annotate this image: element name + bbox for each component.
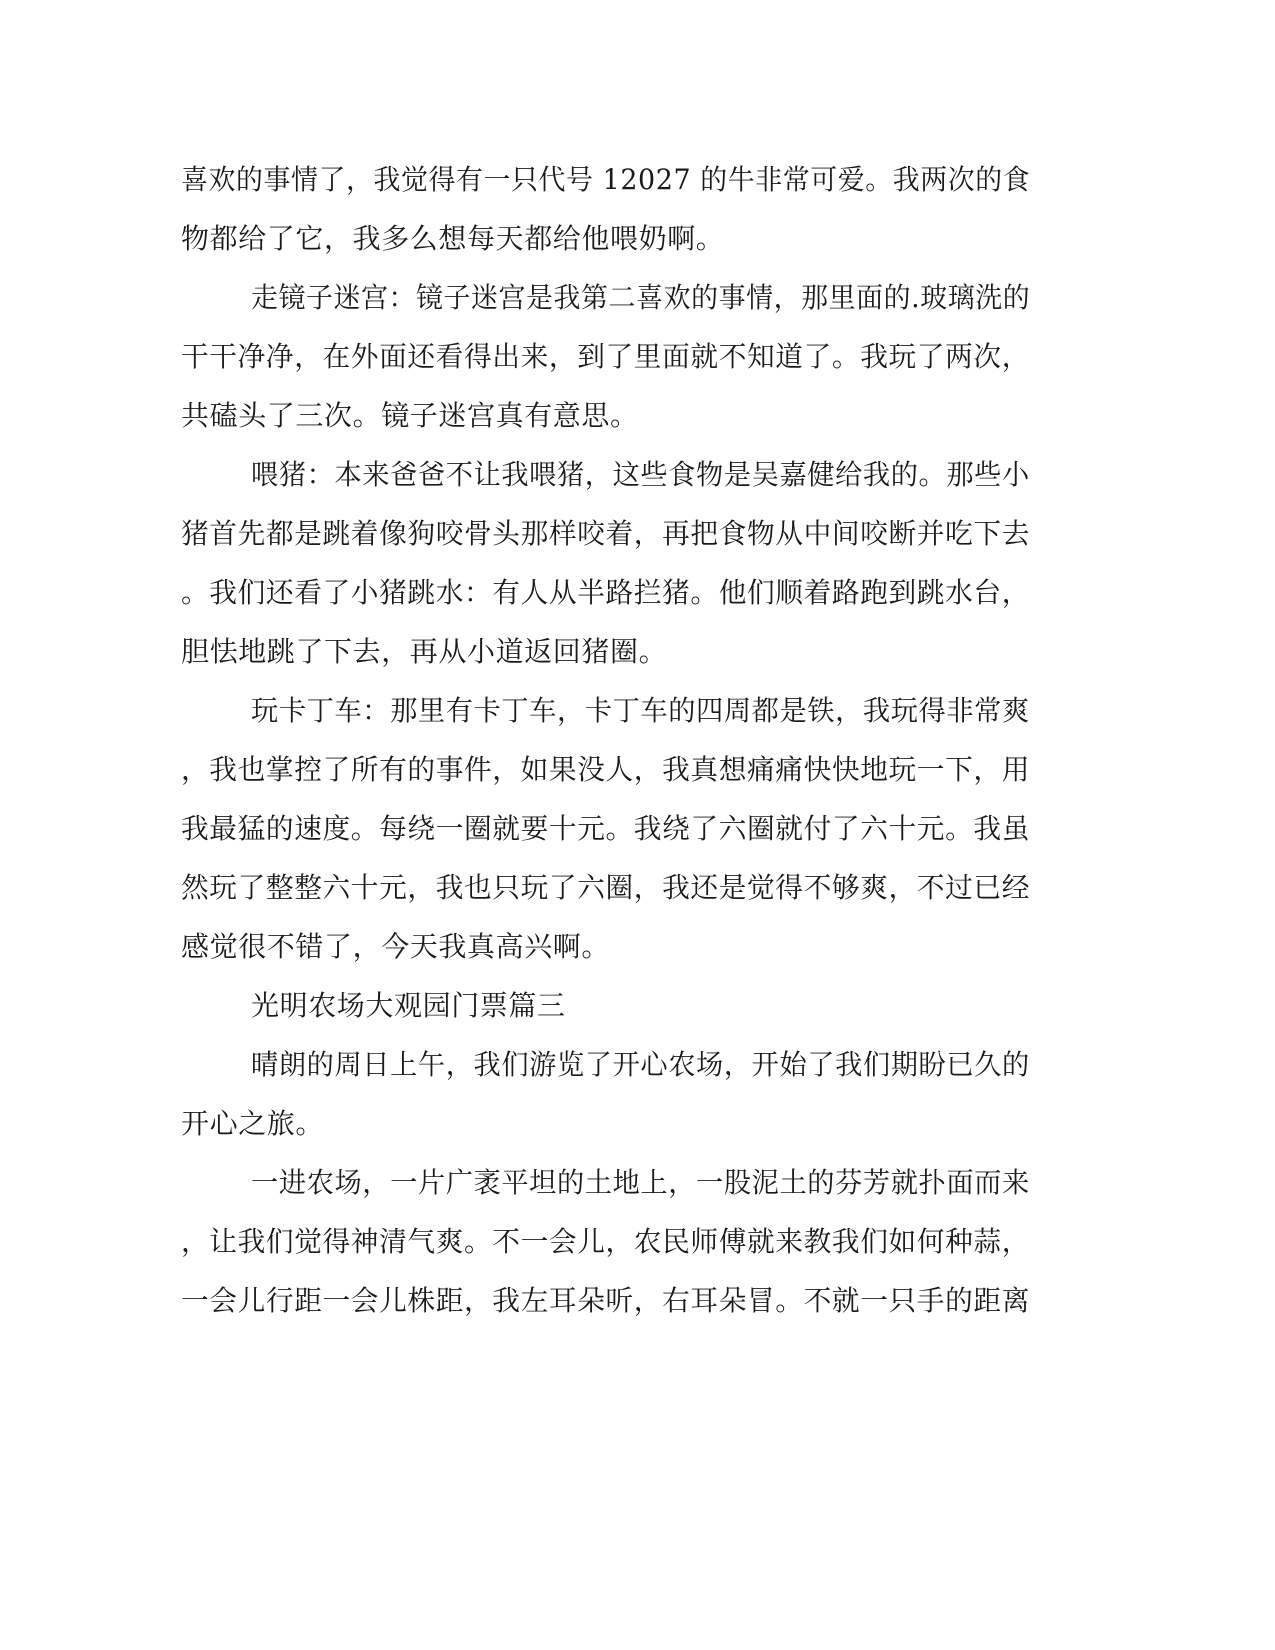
- text-line: ，让我们觉得神清气爽。不一会儿，农民师傅就来教我们如何种蒜，: [181, 1225, 1031, 1258]
- text-line: ，我也掌控了所有的事件，如果没人，我真想痛痛快快地玩一下，用: [181, 753, 1031, 786]
- text-line: 然玩了整整六十元，我也只玩了六圈，我还是觉得不够爽，不过已经: [181, 871, 1031, 904]
- text-line: 我最猛的速度。每绕一圈就要十元。我绕了六圈就付了六十元。我虽: [181, 812, 1031, 845]
- text-line: 一会儿行距一会儿株距，我左耳朵听，右耳朵冒。不就一只手的距离: [181, 1284, 1031, 1317]
- text-line: 共磕头了三次。镜子迷宫真有意思。: [181, 399, 639, 432]
- text-line: 走镜子迷宫：镜子迷宫是我第二喜欢的事情，那里面的.玻璃洗的: [251, 281, 1031, 314]
- text-line: 开心之旅。: [181, 1107, 325, 1140]
- text-line: 胆怯地跳了下去，再从小道返回猪圈。: [181, 635, 668, 668]
- text-line: 一进农场，一片广袤平坦的土地上，一股泥土的芬芳就扑面而来: [251, 1166, 1030, 1199]
- text-line: 感觉很不错了，今天我真高兴啊。: [181, 930, 611, 963]
- text-line: 干干净净，在外面还看得出来，到了里面就不知道了。我玩了两次，: [181, 340, 1031, 373]
- text-line: 喜欢的事情了，我觉得有一只代号 12027 的牛非常可爱。我两次的食: [181, 163, 1031, 196]
- text-line: 。我们还看了小猪跳水：有人从半路拦猪。他们顺着路跑到跳水台，: [181, 576, 1031, 609]
- text-line: 晴朗的周日上午，我们游览了开心农场，开始了我们期盼已久的: [251, 1048, 1030, 1081]
- text-line: 玩卡丁车：那里有卡丁车，卡丁车的四周都是铁，我玩得非常爽: [251, 694, 1030, 727]
- text-line: 物都给了它，我多么想每天都给他喂奶啊。: [181, 222, 725, 255]
- text-line: 猪首先都是跳着像狗咬骨头那样咬着，再把食物从中间咬断并吃下去: [181, 517, 1031, 550]
- section-heading: 光明农场大观园门票篇三: [251, 989, 566, 1022]
- text-line: 喂猪：本来爸爸不让我喂猪，这些食物是吴嘉健给我的。那些小: [251, 458, 1030, 491]
